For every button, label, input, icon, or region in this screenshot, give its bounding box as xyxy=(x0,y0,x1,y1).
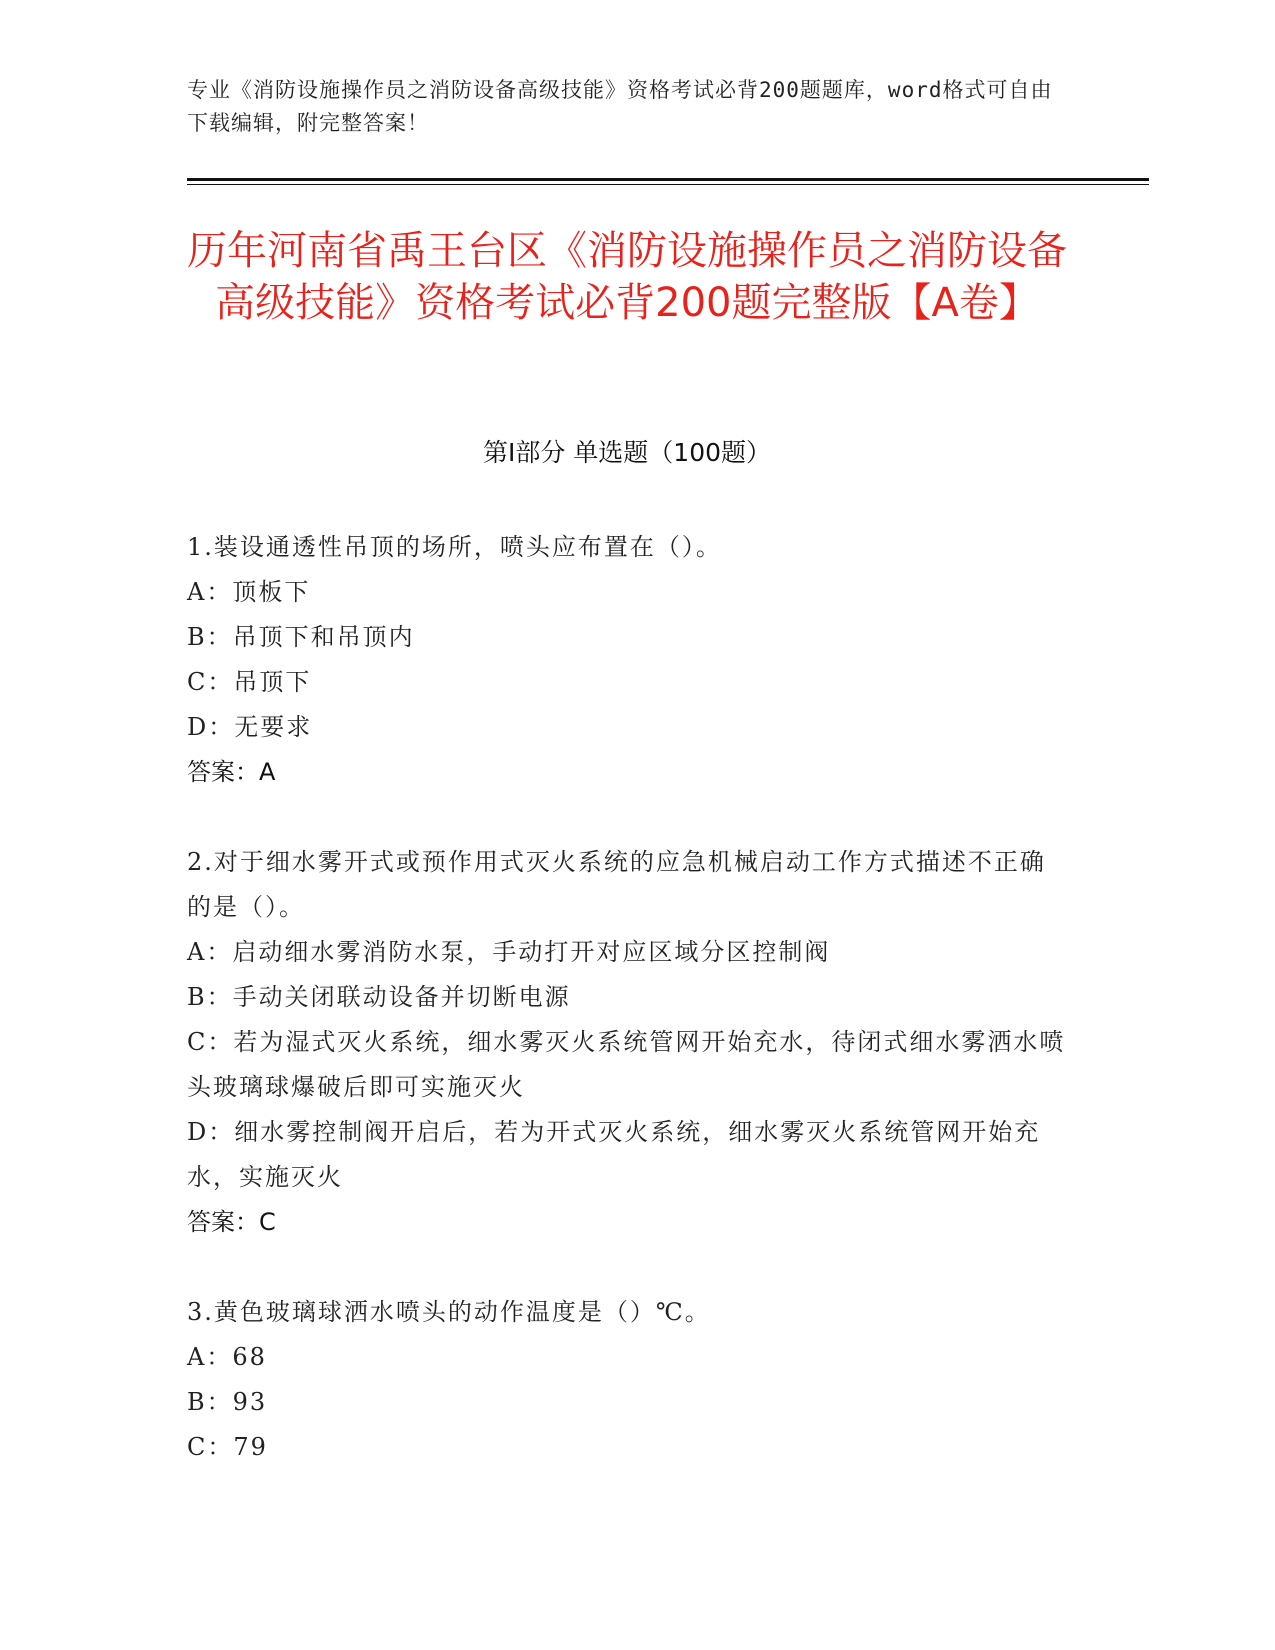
question-list xyxy=(187,525,1067,1515)
option-c: C：79 xyxy=(187,1433,268,1461)
option-c: C：吊顶下 xyxy=(187,668,312,696)
question-stem: 2.对于细水雾开式或预作用式灭火系统的应急机械启动工作方式描述不正确的是（）。 xyxy=(187,848,1046,921)
question-stem: 3.黄色玻璃球洒水喷头的动作温度是（）℃。 xyxy=(187,1298,711,1326)
header-note: 专业《消防设施操作员之消防设备高级技能》资格考试必背200题题库，word格式可自由下载编辑，附完整答案！ xyxy=(187,78,1053,135)
option-b: B：93 xyxy=(187,1388,268,1416)
header-rule-thick xyxy=(187,178,1149,181)
section-title: 第Ⅰ部分 单选题（100题） xyxy=(482,438,772,467)
header-rule-thin xyxy=(187,184,1149,185)
option-b: B：手动关闭联动设备并切断电源 xyxy=(187,983,571,1011)
option-a: A：启动细水雾消防水泵，手动打开对应区域分区控制阀 xyxy=(187,938,831,966)
option-a: A：顶板下 xyxy=(187,578,311,606)
question-2 xyxy=(187,840,1067,1245)
question-1 xyxy=(187,525,1067,795)
option-a: A：68 xyxy=(187,1343,267,1371)
option-d: D：无要求 xyxy=(187,713,313,741)
question-3 xyxy=(187,1290,1067,1470)
answer: 答案：C xyxy=(187,1208,276,1236)
question-stem: 1.装设通透性吊顶的场所，喷头应布置在（）。 xyxy=(187,533,722,561)
document-title: 历年河南省禹王台区《消防设施操作员之消防设备高级技能》资格考试必背200题完整版【A卷】 xyxy=(187,228,1067,326)
option-b: B：吊顶下和吊顶内 xyxy=(187,623,415,651)
answer: 答案：A xyxy=(187,758,276,786)
option-c: C：若为湿式灭火系统，细水雾灭火系统管网开始充水，待闭式细水雾洒水喷头玻璃球爆破后即可实施灭火 xyxy=(187,1028,1066,1101)
option-d: D：细水雾控制阀开启后，若为开式灭火系统，细水雾灭火系统管网开始充水，实施灭火 xyxy=(187,1118,1041,1191)
